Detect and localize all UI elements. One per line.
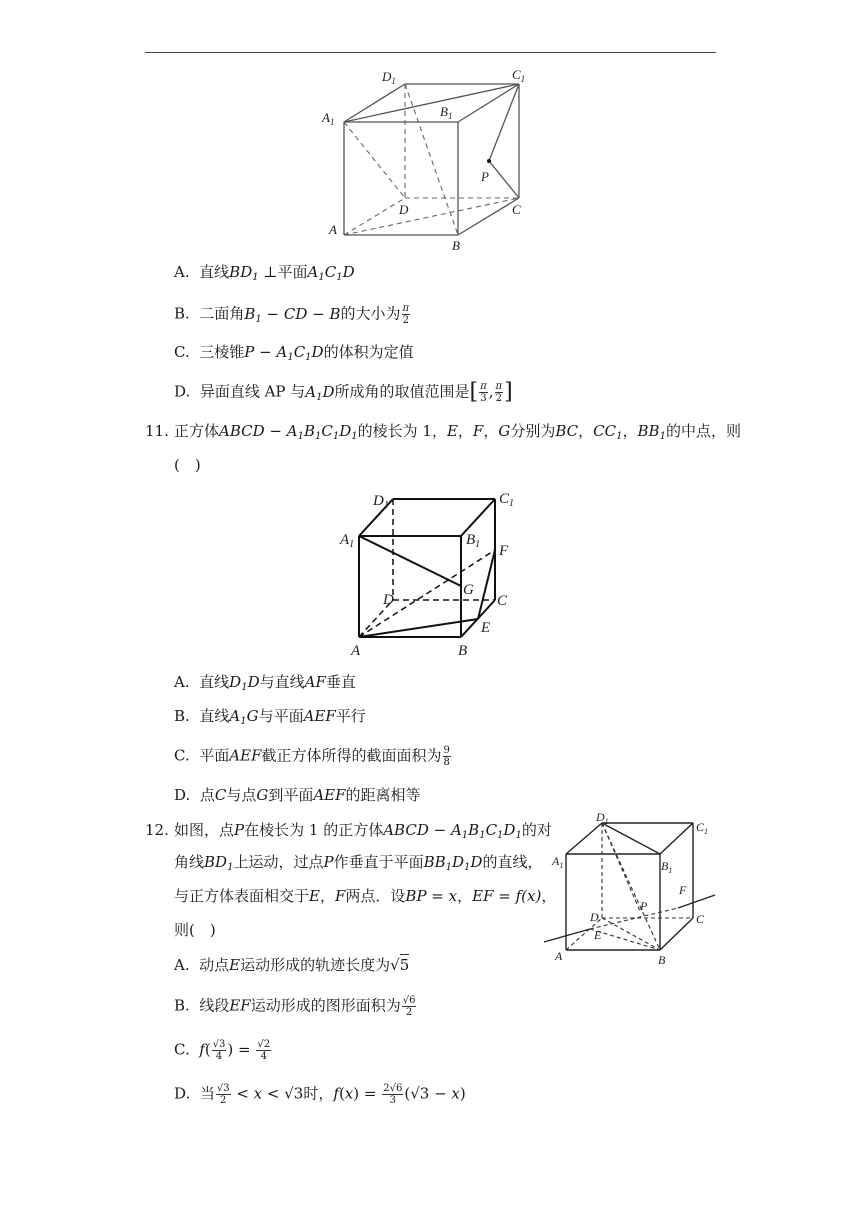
label-F: F xyxy=(679,883,687,897)
label-C1: $C_1$ xyxy=(499,491,515,509)
label-A1: $A_1$ xyxy=(322,110,335,127)
label-G: G xyxy=(463,582,474,598)
label-C: C xyxy=(512,202,521,217)
label-D1: $D_1$ xyxy=(596,810,609,826)
label-P: P xyxy=(640,899,648,913)
label-C: C xyxy=(497,593,508,609)
label-B1: $B_1$ xyxy=(440,104,453,121)
q12-option-c: C. f( $\frac{√3}{4}$ ) = $\frac{√2}{4}$ xyxy=(174,1039,271,1062)
figure-cube-q12 xyxy=(540,808,720,973)
label-D1: $D_1$ xyxy=(382,69,396,86)
label-B: B xyxy=(658,953,666,967)
q10-option-c: C. 三棱锥$P - A_1C_1D$的体积为定值 xyxy=(174,343,414,363)
q10-option-d: D. 异面直线 AP 与$A_1D$所成角的取值范围是[ $\frac{\pi}{3}$ , $\frac{\pi}{2}$ ] xyxy=(174,379,513,405)
label-B1: $B_1$ xyxy=(466,532,481,550)
label-A1: $A_1$ xyxy=(552,854,564,870)
q12-stem-line2: 角线$BD_1$上运动，过点P作垂直于平面$BB_1D_1D$的直线， xyxy=(174,853,543,873)
q10-option-a: A. 直线$BD_1$ ⊥平面$A_1C_1D$ xyxy=(174,263,355,283)
q12-option-a: A. 动点E运动形成的轨迹长度为√5 xyxy=(174,956,410,974)
q11-stem: 正方体ABCD − $A_1B_1C_1D_1$的棱长为 1，E，F，G分别为BC，$CC_1$，$BB_1$的中点，则 xyxy=(174,422,741,442)
label-A: A xyxy=(555,949,563,963)
header-rule xyxy=(145,52,716,53)
label-C1: $C_1$ xyxy=(512,67,526,84)
label-C1: $C_1$ xyxy=(696,820,709,836)
label-B: B xyxy=(458,643,468,659)
label-B1: $B_1$ xyxy=(661,859,673,875)
q11-option-a: A. 直线$D_1D$与直线AF垂直 xyxy=(174,673,356,693)
label-C: C xyxy=(696,912,705,926)
q12-option-d: D. 当 $\frac{√3}{2}$ < x < √3时，f(x) = $\frac{2√6}{3}$ (√3 − x) xyxy=(174,1083,466,1106)
q12-stem-line3: 与正方体表面相交于E，F两点．设BP = x，EF = f(x)， xyxy=(174,887,557,905)
q11-option-b: B. 直线$A_1G$与平面AEF平行 xyxy=(174,707,366,727)
label-E: E xyxy=(594,928,602,942)
label-A: A xyxy=(329,222,337,237)
q12-option-b: B. 线段EF运动形成的图形面积为 $\frac{√6}{2}$ xyxy=(174,995,416,1018)
q12-stem-line1: 如图，点P在棱长为 1 的正方体ABCD − $A_1B_1C_1D_1$的对 xyxy=(174,821,552,841)
q12-stem-line4: 则( ) xyxy=(174,921,216,939)
figure-cube-q10 xyxy=(320,62,540,257)
q12-number: 12. xyxy=(145,821,169,839)
q11-number: 11. xyxy=(145,422,169,440)
figure-cube-q11 xyxy=(335,485,525,660)
label-A: A xyxy=(351,643,361,659)
label-D: D xyxy=(590,910,599,924)
q10-option-b: B. 二面角$B_1$ − CD − B的大小为 $\frac{\pi}{2}$ xyxy=(174,303,410,326)
label-D: D xyxy=(383,592,394,608)
q11-option-c: C. 平面AEF截正方体所得的截面面积为 $\frac{9}{8}$ xyxy=(174,745,450,768)
label-F: F xyxy=(499,543,509,559)
label-P: P xyxy=(481,169,489,184)
q11-answer-paren: ( ) xyxy=(174,456,201,474)
label-A1: $A_1$ xyxy=(340,532,355,550)
label-B: B xyxy=(452,238,460,253)
label-D: D xyxy=(399,202,409,217)
q11-option-d: D. 点C与点G到平面AEF的距离相等 xyxy=(174,786,421,804)
label-E: E xyxy=(481,620,491,636)
label-D1: $D_1$ xyxy=(373,493,389,511)
